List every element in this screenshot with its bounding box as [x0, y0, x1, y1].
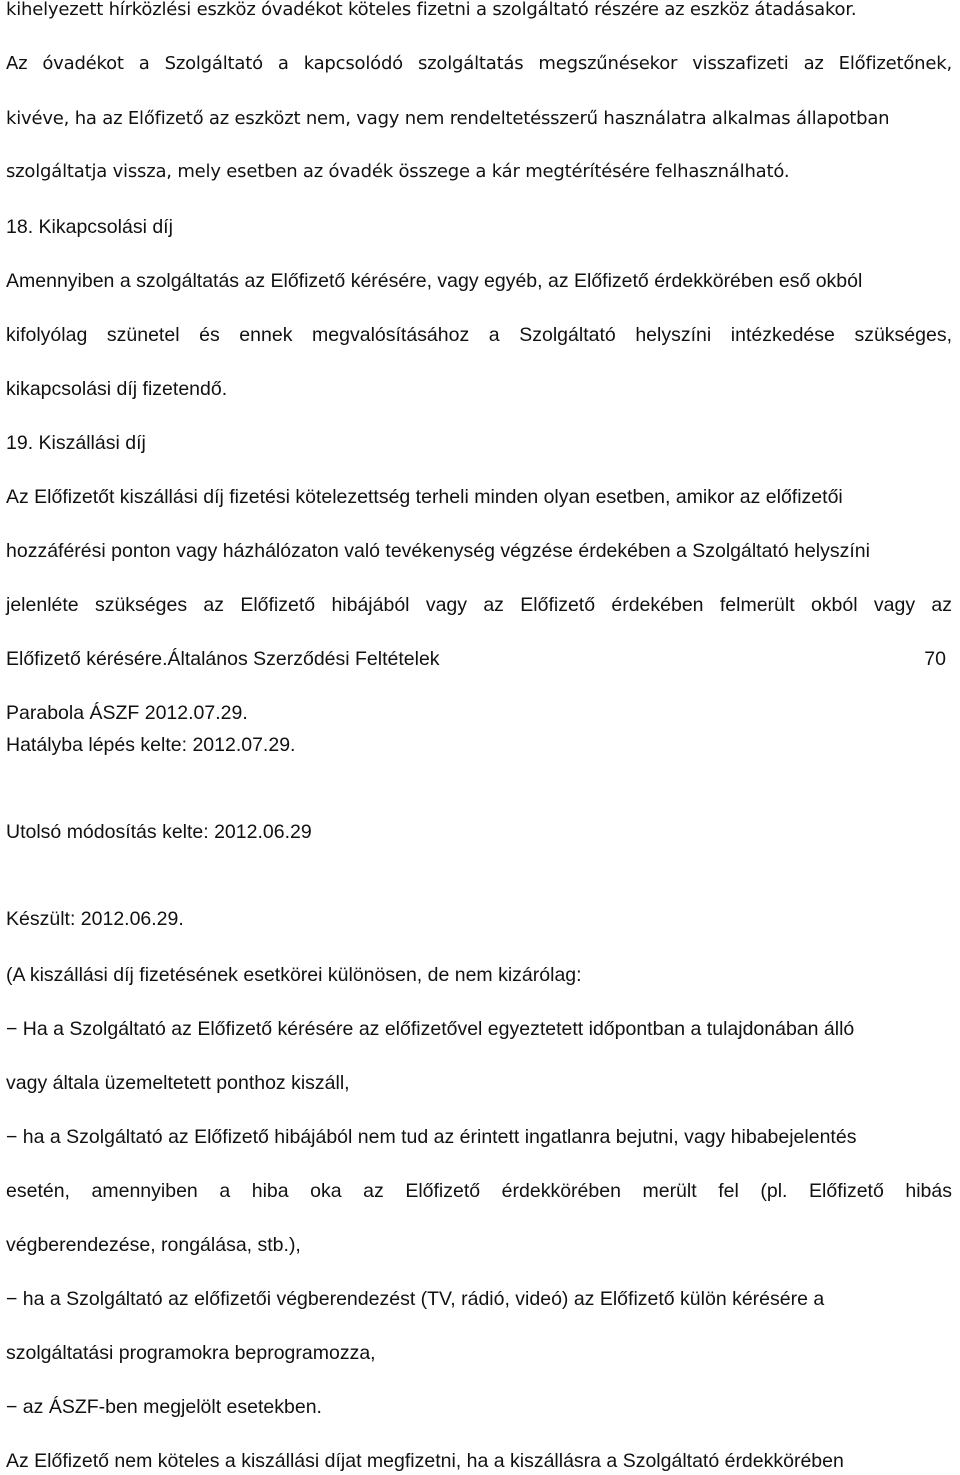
footer-line: Parabola ÁSZF 2012.07.29. — [6, 702, 248, 724]
text-line: Az Előfizető nem köteles a kiszállási díjat megfizetni, ha a kiszállásra a Szolgáltató érdekkörében — [6, 1450, 844, 1472]
footer-line: Utolsó módosítás kelte: 2012.06.29 — [6, 821, 312, 843]
section-heading-19: 19. Kiszállási díj — [6, 432, 146, 454]
text-line: Amennyiben a szolgáltatás az Előfizető kérésére, vagy egyéb, az Előfizető érdekkörében eső okból — [6, 270, 863, 292]
text-line: kivéve, ha az Előfizető az eszközt nem, vagy nem rendeltetésszerű használatra alkalmas állapotban — [6, 108, 890, 129]
text-line: végberendezése, rongálása, stb.), — [6, 1234, 301, 1256]
text-line: hozzáférési ponton vagy házhálózaton való tevékenység végzése érdekében a Szolgáltató helyszíni — [6, 540, 870, 562]
text-line: esetén, amennyiben a hiba oka az Előfizető érdekkörében merült fel (pl. Előfizető hibás — [6, 1180, 952, 1202]
text-line: kihelyezett hírközlési eszköz óvadékot köteles fizetni a szolgáltató részére az eszköz átadásakor. — [6, 0, 857, 20]
footer-title: Előfizető kérésére.Általános Szerződési Feltételek — [6, 648, 440, 670]
text-line: Az óvadékot a Szolgáltató a kapcsolódó szolgáltatás megszűnésekor visszafizeti az Előfizetőnek, — [6, 53, 952, 74]
section-heading-18: 18. Kikapcsolási díj — [6, 216, 173, 238]
list-item: − ha a Szolgáltató az Előfizető hibájából nem tud az érintett ingatlanra bejutni, vagy hibabejelentés — [6, 1126, 857, 1148]
footer-line: Készült: 2012.06.29. — [6, 908, 184, 930]
text-line: (A kiszállási díj fizetésének esetkörei különösen, de nem kizárólag: — [6, 964, 582, 986]
footer-line: Hatályba lépés kelte: 2012.07.29. — [6, 734, 296, 756]
text-line: kifolyólag szünetel és ennek megvalósításához a Szolgáltató helyszíni intézkedése szükséges, — [6, 324, 952, 346]
text-line: jelenléte szükséges az Előfizető hibájából vagy az Előfizető érdekében felmerült okból vagy az — [6, 594, 952, 616]
list-item: − az ÁSZF-ben megjelölt esetekben. — [6, 1396, 322, 1418]
footer-row — [6, 647, 946, 671]
list-item: − ha a Szolgáltató az előfizetői végberendezést (TV, rádió, videó) az Előfizető külön kérésére a — [6, 1288, 825, 1310]
text-line: szolgáltatási programokra beprogramozza, — [6, 1342, 376, 1364]
page-number: 70 — [924, 648, 946, 670]
text-line: Az Előfizetőt kiszállási díj fizetési kötelezettség terheli minden olyan esetben, amikor az előfizetői — [6, 486, 843, 508]
text-line: vagy általa üzemeltetett ponthoz kiszáll, — [6, 1072, 350, 1094]
list-item: − Ha a Szolgáltató az Előfizető kérésére az előfizetővel egyeztetett időpontban a tulajdonában álló — [6, 1018, 855, 1040]
text-line: szolgáltatja vissza, mely esetben az óvadék összege a kár megtérítésére felhasználható. — [6, 161, 790, 182]
text-line: kikapcsolási díj fizetendő. — [6, 378, 228, 400]
